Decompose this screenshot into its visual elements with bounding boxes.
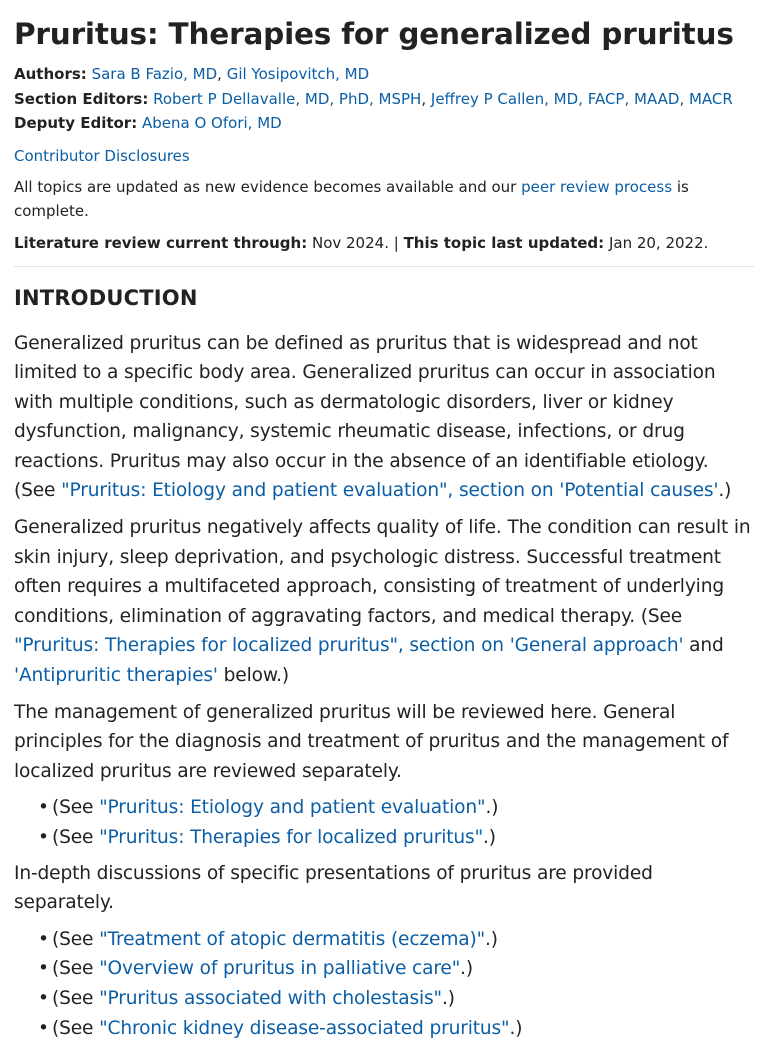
deputy-editor-line <box>14 111 754 136</box>
list-item-text: (See <box>52 929 99 950</box>
cross-reference-link[interactable]: "Pruritus associated with cholestasis" <box>99 988 442 1009</box>
byline <box>14 62 754 136</box>
update-notice-text: All topics are updated as new evidence becomes available and our <box>14 178 521 196</box>
list-item <box>38 954 754 984</box>
paragraph <box>14 329 754 507</box>
last-updated-date: Jan 20, 2022. <box>604 234 708 252</box>
section-editors-label: Section Editors: <box>14 90 148 108</box>
divider <box>14 266 754 267</box>
cross-reference-link[interactable]: "Pruritus: Etiology and patient evaluation" <box>99 797 485 818</box>
list-item-text: .) <box>460 958 473 979</box>
paragraph: The management of generalized pruritus will be reviewed here. General principles for the diagnosis and treatment of pruritus and the management of localized pruritus are reviewed separately. <box>14 698 754 787</box>
page-title: Pruritus: Therapies for generalized pruritus <box>14 0 754 54</box>
section-editor-link[interactable]: Robert P Dellavalle, MD, PhD, MSPH <box>153 90 421 108</box>
cross-reference-link[interactable]: "Chronic kidney disease-associated pruritus" <box>99 1018 509 1039</box>
list-item-text: (See <box>52 958 99 979</box>
disclosures-row <box>14 144 754 168</box>
literature-review-line <box>14 231 754 255</box>
list-item-text: .) <box>485 929 498 950</box>
list-item <box>38 984 754 1014</box>
paragraph-text: and <box>683 635 723 656</box>
list-item-text: (See <box>52 797 99 818</box>
authors-line: Authors: Sara B Fazio, MD, Gil Yosipovitch, MD <box>14 62 754 87</box>
section-heading: INTRODUCTION <box>14 283 754 313</box>
separator: | <box>389 234 404 252</box>
update-notice-text: is complete. <box>14 178 689 220</box>
reference-list <box>14 793 754 852</box>
cross-reference-link[interactable]: "Pruritus: Etiology and patient evaluation", section on 'Potential causes' <box>61 480 718 501</box>
paragraph <box>14 513 754 691</box>
last-updated-label: This topic last updated: <box>404 234 605 252</box>
cross-reference-link[interactable]: "Pruritus: Therapies for localized pruritus", section on 'General approach' <box>14 635 683 656</box>
deputy-editor-label: Deputy Editor: <box>14 114 137 132</box>
author-link[interactable]: Gil Yosipovitch, MD <box>227 65 369 83</box>
section-editor-link[interactable]: Jeffrey P Callen, MD, FACP, MAAD, MACR <box>431 90 733 108</box>
list-item <box>38 925 754 955</box>
deputy-editor-link[interactable]: Abena O Ofori, MD <box>142 114 282 132</box>
paragraph-text: .) <box>718 480 731 501</box>
contributor-disclosures-link[interactable]: Contributor Disclosures <box>14 147 190 165</box>
list-item-text: (See <box>52 988 99 1009</box>
list-item <box>38 793 754 823</box>
literature-review-date: Nov 2024. <box>307 234 389 252</box>
paragraph-text: below.) <box>218 665 289 686</box>
paragraph: In-depth discussions of specific presentations of pruritus are provided separately. <box>14 859 754 918</box>
list-item-text: .) <box>442 988 455 1009</box>
reference-list <box>14 925 754 1043</box>
author-link[interactable]: Sara B Fazio, MD <box>92 65 218 83</box>
introduction-section <box>14 329 754 1043</box>
literature-review-label: Literature review current through: <box>14 234 307 252</box>
list-item-text: .) <box>509 1018 522 1039</box>
paragraph-text: Generalized pruritus negatively affects quality of life. The condition can result in skin injury, sleep deprivation, and psychologic distress. Successful treatment often requires a multifaceted approach, consisting of treatment of underlying conditions, elimination of aggravating factors, and medical therapy. (See <box>14 517 751 627</box>
cross-reference-link[interactable]: "Treatment of atopic dermatitis (eczema)" <box>99 929 485 950</box>
update-notice <box>14 175 754 223</box>
list-item <box>38 823 754 853</box>
list-item-text: .) <box>483 827 496 848</box>
cross-reference-link[interactable]: "Overview of pruritus in palliative care" <box>99 958 460 979</box>
list-item-text: .) <box>485 797 498 818</box>
authors-label: Authors: <box>14 65 87 83</box>
list-item <box>38 1014 754 1043</box>
paragraph-text: Generalized pruritus can be defined as pruritus that is widespread and not limited to a specific body area. Generalized pruritus can occur in association with multiple conditions, such as dermatologic disorders, liver or kidney dysfunction, malignancy, systemic rheumatic disease, infections, or drug reactions. Pruritus may also occur in the absence of an identifiable etiology. (See <box>14 333 716 502</box>
peer-review-link[interactable]: peer review process <box>521 178 672 196</box>
cross-reference-link[interactable]: 'Antipruritic therapies' <box>14 665 218 686</box>
list-item-text: (See <box>52 827 99 848</box>
list-item-text: (See <box>52 1018 99 1039</box>
cross-reference-link[interactable]: "Pruritus: Therapies for localized pruritus" <box>99 827 483 848</box>
section-editors-line: Section Editors: Robert P Dellavalle, MD, PhD, MSPH, Jeffrey P Callen, MD, FACP, MAAD, MACR <box>14 87 754 112</box>
